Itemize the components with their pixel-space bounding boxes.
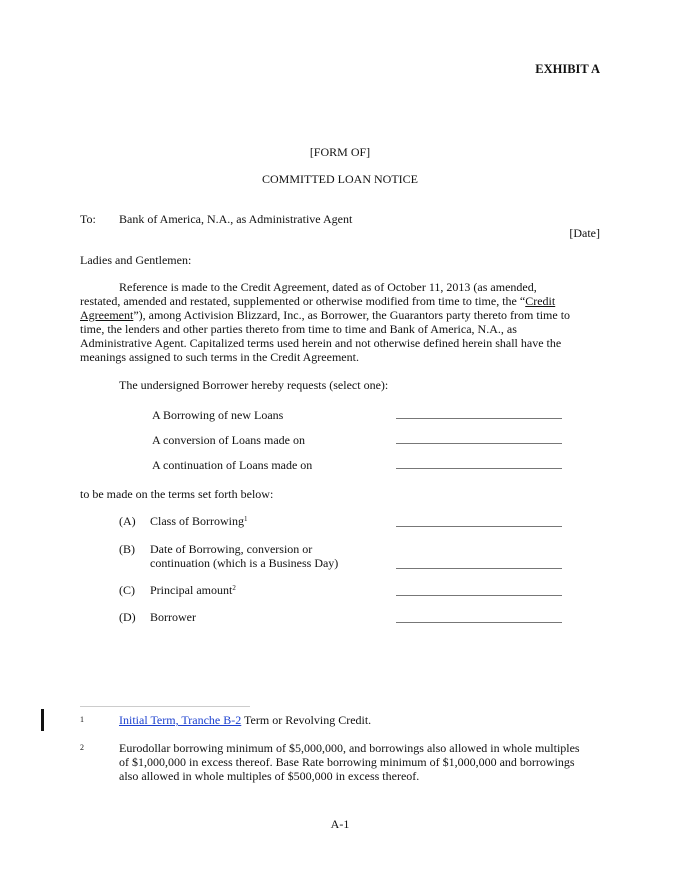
reference-text: ”), among Activision Blizzard, Inc., as Borrower, the Guarantors party thereto from time to (133, 308, 571, 322)
page-number: A-1 (330, 817, 350, 831)
reference-line: meanings assigned to such terms in the Credit Agreement. (80, 350, 359, 364)
revision-bar (41, 709, 44, 731)
term-a-letter: (A) (119, 514, 136, 528)
term-b-letter: (B) (119, 542, 135, 556)
reference-text: restated, amended and restated, supplemented or otherwise modified from time to time, the “ (80, 294, 526, 308)
date-placeholder: [Date] (569, 226, 600, 240)
footnote-1-mark: 1 (80, 715, 84, 724)
option-conversion-blank[interactable] (396, 443, 562, 444)
reference-line (80, 294, 555, 308)
footnote-2-line: Eurodollar borrowing minimum of $5,000,000, and borrowings also allowed in whole multiples (119, 741, 580, 755)
term-d-letter: (D) (119, 610, 136, 624)
request-intro: The undersigned Borrower hereby requests (select one): (119, 378, 389, 392)
footnote-ref-2: 2 (232, 584, 236, 592)
date-of-borrowing-blank[interactable] (396, 568, 562, 569)
footnote-1-link[interactable]: Initial Term, Tranche B-2 (119, 713, 242, 727)
option-new-loans-label: A Borrowing of new Loans (152, 408, 284, 422)
term-b-label-line2: continuation (which is a Business Day) (150, 556, 339, 570)
class-of-borrowing-blank[interactable] (396, 526, 562, 527)
reference-line: Administrative Agent. Capitalized terms used herein and not otherwise defined herein shall have the (80, 336, 562, 350)
credit-agreement-term: Agreement (80, 308, 134, 322)
document-title: COMMITTED LOAN NOTICE (262, 172, 418, 186)
principal-amount-blank[interactable] (396, 595, 562, 596)
salutation: Ladies and Gentlemen: (80, 253, 192, 267)
form-of-title: [FORM OF] (309, 145, 371, 159)
terms-intro: to be made on the terms set forth below: (80, 487, 274, 501)
option-conversion-label: A conversion of Loans made on (152, 433, 305, 447)
exhibit-label: EXHIBIT A (535, 62, 600, 76)
option-new-loans-blank[interactable] (396, 418, 562, 419)
footnote-1-rest: Term or Revolving Credit. (241, 713, 372, 727)
footnote-separator (80, 706, 250, 707)
to-label: To: (80, 212, 96, 226)
footnote-ref-1: 1 (244, 515, 248, 523)
term-c-label (150, 583, 236, 597)
footnote-2-mark: 2 (80, 743, 84, 752)
footnote-2-line: also allowed in whole multiples of $500,000 in excess thereof. (119, 769, 420, 783)
option-continuation-label: A continuation of Loans made on (152, 458, 313, 472)
footnote-2-line: of $1,000,000 in excess thereof. Base Rate borrowing minimum of $1,000,000 and borrowings (119, 755, 575, 769)
option-continuation-blank[interactable] (396, 468, 562, 469)
term-c-text: Principal amount (150, 583, 233, 597)
term-b-label: Date of Borrowing, conversion or (150, 542, 313, 556)
term-a-label (150, 514, 248, 528)
term-a-text: Class of Borrowing (150, 514, 244, 528)
reference-line (80, 308, 570, 322)
term-d-label: Borrower (150, 610, 196, 624)
credit-agreement-term: Credit (525, 294, 556, 308)
footnote-1-text (119, 713, 371, 727)
term-c-letter: (C) (119, 583, 135, 597)
reference-line: Reference is made to the Credit Agreement, dated as of October 11, 2013 (as amended, (119, 280, 537, 294)
borrower-blank[interactable] (396, 622, 562, 623)
reference-line: time, the lenders and other parties thereto from time to time and Bank of America, N.A., as (80, 322, 517, 336)
to-value: Bank of America, N.A., as Administrative Agent (119, 212, 353, 226)
